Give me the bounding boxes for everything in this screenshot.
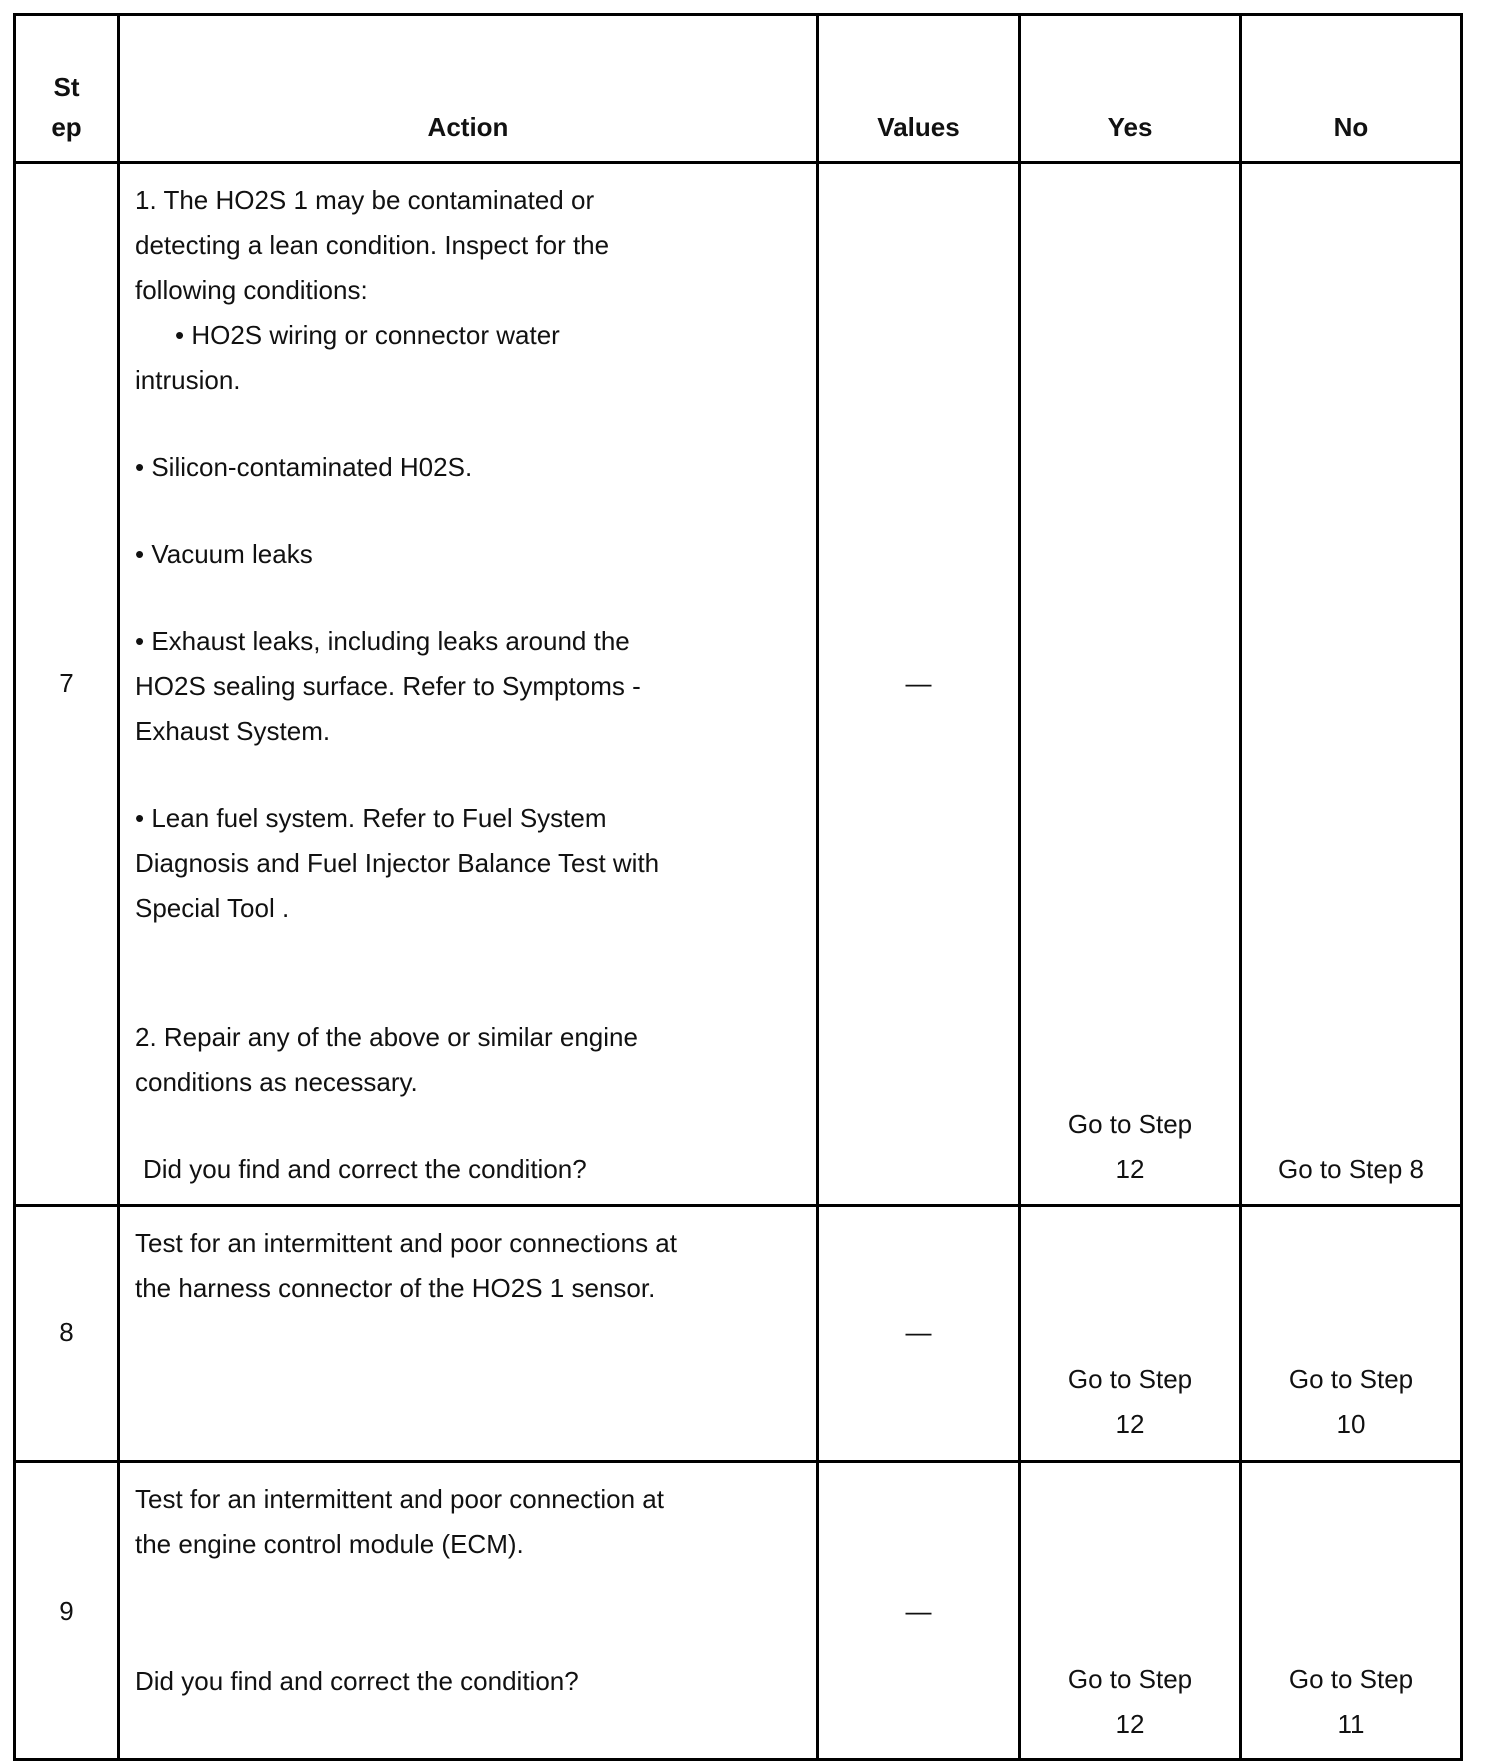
- action-text: conditions as necessary.: [135, 1067, 418, 1097]
- step-number: 8: [59, 1317, 74, 1347]
- header-yes: Yes: [1107, 112, 1153, 142]
- grid-line: [13, 161, 1463, 164]
- action-bullet: • Silicon-contaminated H02S.: [135, 452, 473, 482]
- grid-line: [13, 13, 16, 1761]
- action-bullet: • Exhaust leaks, including leaks around the: [135, 626, 630, 656]
- yes-link[interactable]: 12: [1115, 1154, 1145, 1184]
- action-text: detecting a lean condition. Inspect for the: [135, 230, 610, 260]
- action-text: Exhaust System.: [135, 716, 331, 746]
- action-text: following conditions:: [135, 275, 368, 305]
- yes-link[interactable]: 12: [1115, 1709, 1145, 1739]
- no-link[interactable]: Go to Step 8: [1278, 1154, 1424, 1184]
- action-text: 2. Repair any of the above or similar engine: [135, 1022, 638, 1052]
- grid-line: [13, 13, 1463, 16]
- yes-link[interactable]: Go to Step: [1067, 1364, 1193, 1394]
- header-step: St: [53, 72, 80, 102]
- yes-link[interactable]: 12: [1115, 1409, 1145, 1439]
- value-cell: —: [905, 1317, 932, 1347]
- action-bullet: • Vacuum leaks: [135, 539, 313, 569]
- action-bullet: • Lean fuel system. Refer to Fuel System: [135, 803, 607, 833]
- action-text: intrusion.: [135, 365, 241, 395]
- step-number: 7: [59, 668, 74, 698]
- action-text: Special Tool .: [135, 893, 290, 923]
- action-text: the harness connector of the HO2S 1 sensor.: [135, 1273, 656, 1303]
- grid-line: [13, 1204, 1463, 1207]
- action-text: Diagnosis and Fuel Injector Balance Test with: [135, 848, 660, 878]
- action-text: HO2S sealing surface. Refer to Symptoms -: [135, 671, 641, 701]
- grid-line: [117, 13, 120, 1761]
- grid-line: [13, 1758, 1463, 1761]
- no-link[interactable]: 11: [1337, 1709, 1365, 1739]
- action-text: the engine control module (ECM).: [135, 1529, 524, 1559]
- action-text: Test for an intermittent and poor connections at: [135, 1228, 677, 1258]
- action-question: Did you find and correct the condition?: [135, 1666, 579, 1696]
- value-cell: —: [905, 1596, 932, 1626]
- header-values: Values: [877, 112, 960, 142]
- grid-line: [1460, 13, 1463, 1761]
- grid-line: [1018, 13, 1021, 1761]
- grid-line: [816, 13, 819, 1761]
- step-number: 9: [59, 1596, 74, 1626]
- action-text: 1. The HO2S 1 may be contaminated or: [135, 185, 595, 215]
- header-no: No: [1333, 112, 1369, 142]
- header-step: ep: [51, 112, 82, 142]
- header-action: Action: [427, 112, 509, 142]
- action-text: Test for an intermittent and poor connection at: [135, 1484, 664, 1514]
- action-bullet: • HO2S wiring or connector water: [175, 320, 560, 350]
- no-link[interactable]: 10: [1336, 1409, 1366, 1439]
- yes-link[interactable]: Go to Step: [1067, 1664, 1193, 1694]
- no-link[interactable]: Go to Step: [1288, 1664, 1414, 1694]
- yes-link[interactable]: Go to Step: [1067, 1109, 1193, 1139]
- value-cell: —: [905, 668, 932, 698]
- grid-line: [1239, 13, 1242, 1761]
- grid-line: [13, 1460, 1463, 1463]
- action-question: Did you find and correct the condition?: [143, 1154, 587, 1184]
- no-link[interactable]: Go to Step: [1288, 1364, 1414, 1394]
